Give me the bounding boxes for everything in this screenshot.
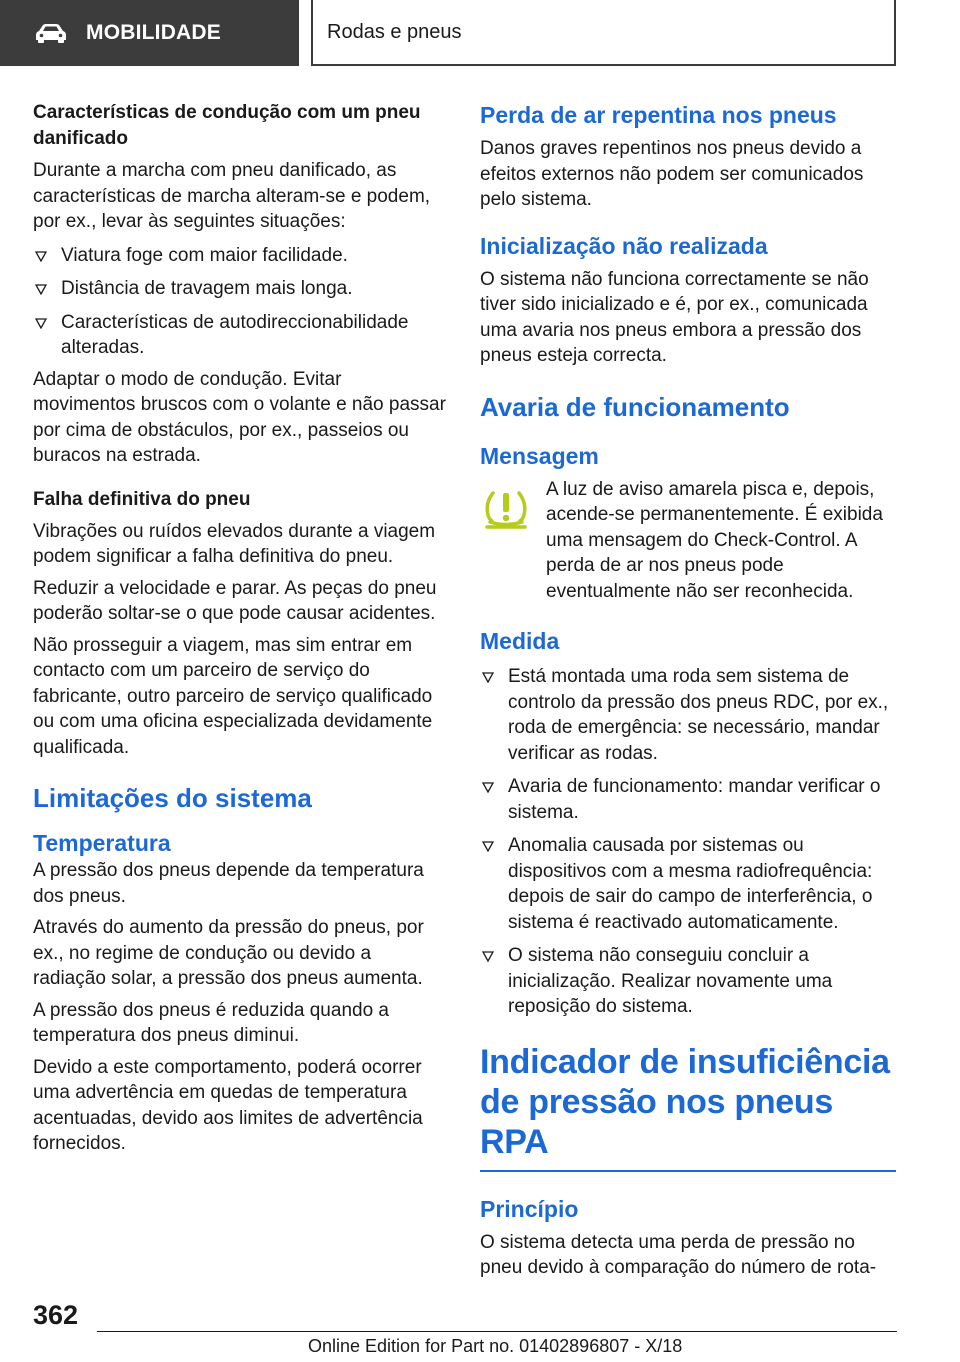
tire-failure-paragraph: Não prosseguir a viagem, mas sim entrar em contacto com um parceiro de serviço do fabricante, outro parceiro de serviço qualificado ou com uma oficina especializada devidamente qualificada. <box>33 634 433 758</box>
temperature-paragraph: Através do aumento da pressão do pneus, por ex., no regime de condução ou devido a radiação solar, a pressão dos pneus aumenta. <box>33 917 424 989</box>
malfunction-heading: Avaria de funcionamento <box>480 391 790 422</box>
init-not-done-heading: Inicialização não realizada <box>480 232 768 259</box>
temperature-heading: Temperatura <box>33 830 171 856</box>
bullet-triangle-icon <box>35 284 47 295</box>
principle-heading: Princípio <box>480 1195 579 1222</box>
bullet-triangle-icon <box>35 318 47 329</box>
message-heading: Mensagem <box>480 442 599 469</box>
rpa-heading: Indicador de insuficiência de pressão nos pneus RPA <box>480 1042 890 1161</box>
bullet-triangle-icon <box>482 672 494 683</box>
damaged-tire-advice: Adaptar o modo de condução. Evitar movimentos bruscos com o volante e não passar por cima de obstáculos, por ex., passeios ou buracos na estrada. <box>33 368 446 466</box>
measure-list <box>480 664 896 1020</box>
footer-divider <box>97 1331 897 1332</box>
tire-failure-paragraph: Reduzir a velocidade e parar. As peças do pneu poderão soltar-se o que pode causar acidentes. <box>33 577 437 624</box>
principle-paragraph: O sistema detecta uma perda de pressão no pneu devido à comparação do número de rota- <box>480 1231 877 1278</box>
list-item: O sistema não conseguiu concluir a inicialização. Realizar novamente uma reposição do sistema. <box>480 943 896 1020</box>
warning-message-block <box>480 477 896 605</box>
list-item: Avaria de funcionamento: mandar verificar o sistema. <box>480 774 896 825</box>
temperature-paragraph: Devido a este comportamento, poderá ocorrer uma advertência em quedas de temperatura acentuadas, devido aos limites de advertência fornecidos. <box>33 1056 423 1154</box>
sudden-loss-paragraph: Danos graves repentinos nos pneus devido a efeitos externos não podem ser comunicados pelo sistema. <box>480 138 864 210</box>
message-paragraph: A luz de aviso amarela pisca e, depois, acende-se permanentemente. É exibida uma mensagem do Check-Control. A perda de ar nos pneus pode eventualmente não ser reconhecida. <box>546 478 883 602</box>
rpa-heading-block <box>480 1042 896 1172</box>
bullet-triangle-icon <box>482 782 494 793</box>
left-column <box>33 100 449 1157</box>
list-item: Está montada uma roda sem sistema de controlo da pressão dos pneus RDC, por ex., roda de emergência: se necessário, mandar verificar as rodas. <box>480 664 896 766</box>
measure-heading: Medida <box>480 628 560 654</box>
init-not-done-paragraph: O sistema não funciona correctamente se não tiver sido inicializado e é, por ex., comunicada uma avaria nos pneus embora a pressão dos pneus esteja correcta. <box>480 268 869 366</box>
bullet-triangle-icon <box>482 841 494 852</box>
damaged-tire-intro: Durante a marcha com pneu danificado, as características de marcha alteram-se e podem, por ex., levar às seguintes situações: <box>33 160 431 232</box>
list-item: Características de autodireccionabilidade alteradas. <box>33 310 449 361</box>
chapter-tab <box>311 0 896 66</box>
bullet-triangle-icon <box>482 951 494 962</box>
sudden-loss-heading: Perda de ar repentina nos pneus <box>480 102 837 128</box>
system-limits-heading: Limitações do sistema <box>33 783 312 813</box>
page-number: 362 <box>33 1300 79 1330</box>
temperature-paragraph: A pressão dos pneus depende da temperatura dos pneus. <box>33 860 424 907</box>
damaged-tire-list <box>33 243 449 361</box>
tire-pressure-warning-icon <box>480 481 532 533</box>
list-item: Viatura foge com maior facilidade. <box>33 243 449 269</box>
damaged-tire-heading: Características de condução com um pneu danificado <box>33 102 421 149</box>
section-title: MOBILIDADE <box>86 21 221 44</box>
list-item: Distância de travagem mais longa. <box>33 276 449 302</box>
tire-failure-heading: Falha definitiva do pneu <box>33 488 251 510</box>
right-column <box>480 100 896 1281</box>
bullet-triangle-icon <box>35 251 47 262</box>
tire-failure-paragraph: Vibrações ou ruídos elevados durante a viagem podem significar a falha definitiva do pneu. <box>33 520 436 567</box>
temperature-paragraph: A pressão dos pneus é reduzida quando a temperatura dos pneus diminui. <box>33 999 389 1046</box>
car-icon <box>34 22 68 44</box>
chapter-title: Rodas e pneus <box>327 20 462 43</box>
edition-text: Online Edition for Part no. 01402896807 - X/18 <box>308 1336 683 1356</box>
page-header <box>0 0 960 66</box>
section-tab <box>0 0 299 66</box>
list-item: Anomalia causada por sistemas ou dispositivos com a mesma radiofrequência: depois de sair do campo de interferência, o sistema é reactivado automaticamente. <box>480 833 896 935</box>
